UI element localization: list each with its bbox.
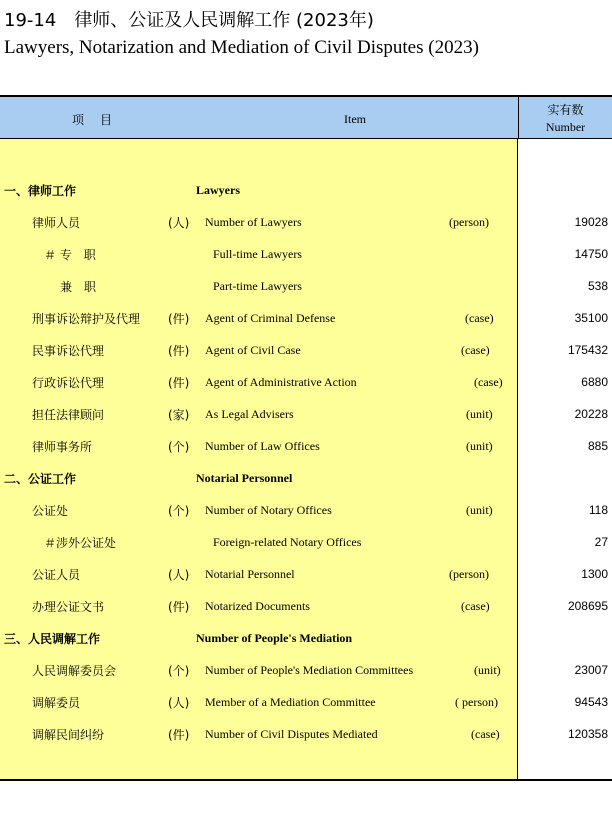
table-header [0, 95, 612, 139]
row-unit-cn: (家) [168, 408, 190, 422]
table-row [0, 499, 612, 519]
row-label-cn: 调解委员 [32, 696, 81, 710]
row-value: 23007 [574, 663, 608, 677]
row-unit-cn: (个) [168, 664, 190, 678]
header-item-en: Item [344, 112, 366, 126]
table-row-section-notarization [0, 467, 612, 487]
row-unit-en: (case) [461, 599, 490, 613]
row-unit-cn: (件) [168, 312, 190, 326]
table-row [0, 595, 612, 615]
row-unit-cn: (人) [168, 568, 190, 582]
row-label-en: Lawyers [196, 183, 240, 197]
row-label-cn: 人民调解委员会 [32, 664, 117, 678]
row-unit-en: (case) [461, 343, 490, 357]
row-value: 14750 [574, 247, 608, 261]
table-row [0, 371, 612, 391]
row-label-cn: 调解民间纠纷 [32, 728, 105, 742]
row-unit-en: (unit) [466, 407, 493, 421]
row-label-cn: 律师人员 [32, 216, 81, 230]
table-number: 19-14 [4, 10, 57, 31]
header-item-cn: 项 目 [72, 113, 115, 127]
table-row [0, 307, 612, 327]
row-unit-en: (unit) [466, 503, 493, 517]
row-label-cn: ＃涉外公证处 [44, 536, 117, 550]
row-value: 120358 [567, 727, 608, 741]
row-label-cn: 兼 职 [60, 280, 97, 294]
row-value: 175432 [567, 343, 608, 357]
row-unit-cn: (人) [168, 696, 190, 710]
table-row [0, 211, 612, 231]
row-label-en: Foreign-related Notary Offices [213, 535, 362, 549]
table-row [0, 403, 612, 423]
row-unit-cn: (个) [168, 504, 190, 518]
table-row [0, 723, 612, 743]
row-label-cn: 公证处 [32, 504, 69, 518]
page-title-cn [4, 6, 374, 32]
table-row [0, 531, 612, 551]
table-row [0, 659, 612, 679]
table-row [0, 243, 612, 263]
statistics-table [0, 95, 612, 781]
row-label-en: Full-time Lawyers [213, 247, 302, 261]
row-label-en: Number of Law Offices [205, 439, 320, 453]
row-value: 118 [588, 503, 608, 517]
row-label-en: As Legal Advisers [205, 407, 294, 421]
row-label-en: Notarial Personnel [196, 471, 293, 485]
row-unit-en: (unit) [466, 439, 493, 453]
row-unit-cn: (件) [168, 344, 190, 358]
row-value: 35100 [574, 311, 608, 325]
table-row-section-mediation [0, 627, 612, 647]
row-unit-en: (case) [474, 375, 503, 389]
row-unit-en: (person) [449, 567, 489, 581]
row-label-en: Notarial Personnel [205, 567, 295, 581]
row-label-en: Agent of Administrative Action [205, 375, 357, 389]
row-label-en: Number of People's Mediation [196, 631, 353, 645]
row-label-en: Notarized Documents [205, 599, 310, 613]
table-row-section-lawyers [0, 179, 612, 199]
row-value: 27 [594, 535, 608, 549]
row-unit-cn: (件) [168, 376, 190, 390]
row-unit-en: (unit) [474, 663, 501, 677]
row-value: 538 [587, 279, 608, 293]
table-row [0, 691, 612, 711]
row-label-en: Number of Lawyers [205, 215, 302, 229]
row-unit-cn: (人) [168, 216, 190, 230]
header-value-cn: 实有数 [547, 103, 584, 117]
row-label-cn: ＃ 专 职 [44, 248, 96, 262]
row-unit-cn: (件) [168, 728, 190, 742]
row-value: 94543 [574, 695, 608, 709]
row-label-en: Number of People's Mediation Committees [205, 663, 414, 677]
row-label-cn: 民事诉讼代理 [32, 344, 105, 358]
row-label-cn: 刑事诉讼辩护及代理 [32, 312, 141, 326]
row-label-cn: 二、公证工作 [4, 472, 77, 486]
row-unit-cn: (个) [168, 440, 190, 454]
row-label-en: Part-time Lawyers [213, 279, 302, 293]
table-body-label-area [0, 139, 518, 779]
table-row [0, 435, 612, 455]
row-label-en: Number of Civil Disputes Mediated [205, 727, 378, 741]
row-label-en: Agent of Civil Case [205, 343, 301, 357]
row-label-cn: 担任法律顾问 [32, 408, 105, 422]
row-value: 6880 [581, 375, 608, 389]
row-value: 19028 [574, 215, 608, 229]
title-cn-text: 律师、公证及人民调解工作 (2023年) [74, 10, 374, 31]
row-value: 208695 [567, 599, 608, 613]
row-label-cn: 一、律师工作 [4, 184, 77, 198]
row-label-en: Agent of Criminal Defense [205, 311, 336, 325]
table-row [0, 275, 612, 295]
table-row [0, 563, 612, 583]
row-unit-cn: (件) [168, 600, 190, 614]
page-title-en: Lawyers, Notarization and Mediation of Civil Disputes (2023) [4, 37, 479, 58]
table-bottom-rule [0, 779, 612, 781]
header-value-column [518, 97, 612, 139]
row-unit-en: (case) [465, 311, 494, 325]
row-unit-en: (case) [471, 727, 500, 741]
row-label-cn: 律师事务所 [32, 440, 93, 454]
row-label-cn: 行政诉讼代理 [32, 376, 105, 390]
row-label-en: Number of Notary Offices [205, 503, 332, 517]
row-label-cn: 三、人民调解工作 [4, 632, 101, 646]
table-row [0, 339, 612, 359]
row-label-en: Member of a Mediation Committee [205, 695, 376, 709]
row-value: 20228 [574, 407, 608, 421]
row-label-cn: 公证人员 [32, 568, 81, 582]
row-value: 1300 [581, 567, 608, 581]
row-value: 885 [587, 439, 608, 453]
header-value-en: Number [545, 120, 586, 134]
row-unit-en: ( person) [455, 695, 498, 709]
row-unit-en: (person) [449, 215, 489, 229]
table-body-value-area [518, 139, 612, 779]
row-label-cn: 办理公证文书 [32, 600, 105, 614]
